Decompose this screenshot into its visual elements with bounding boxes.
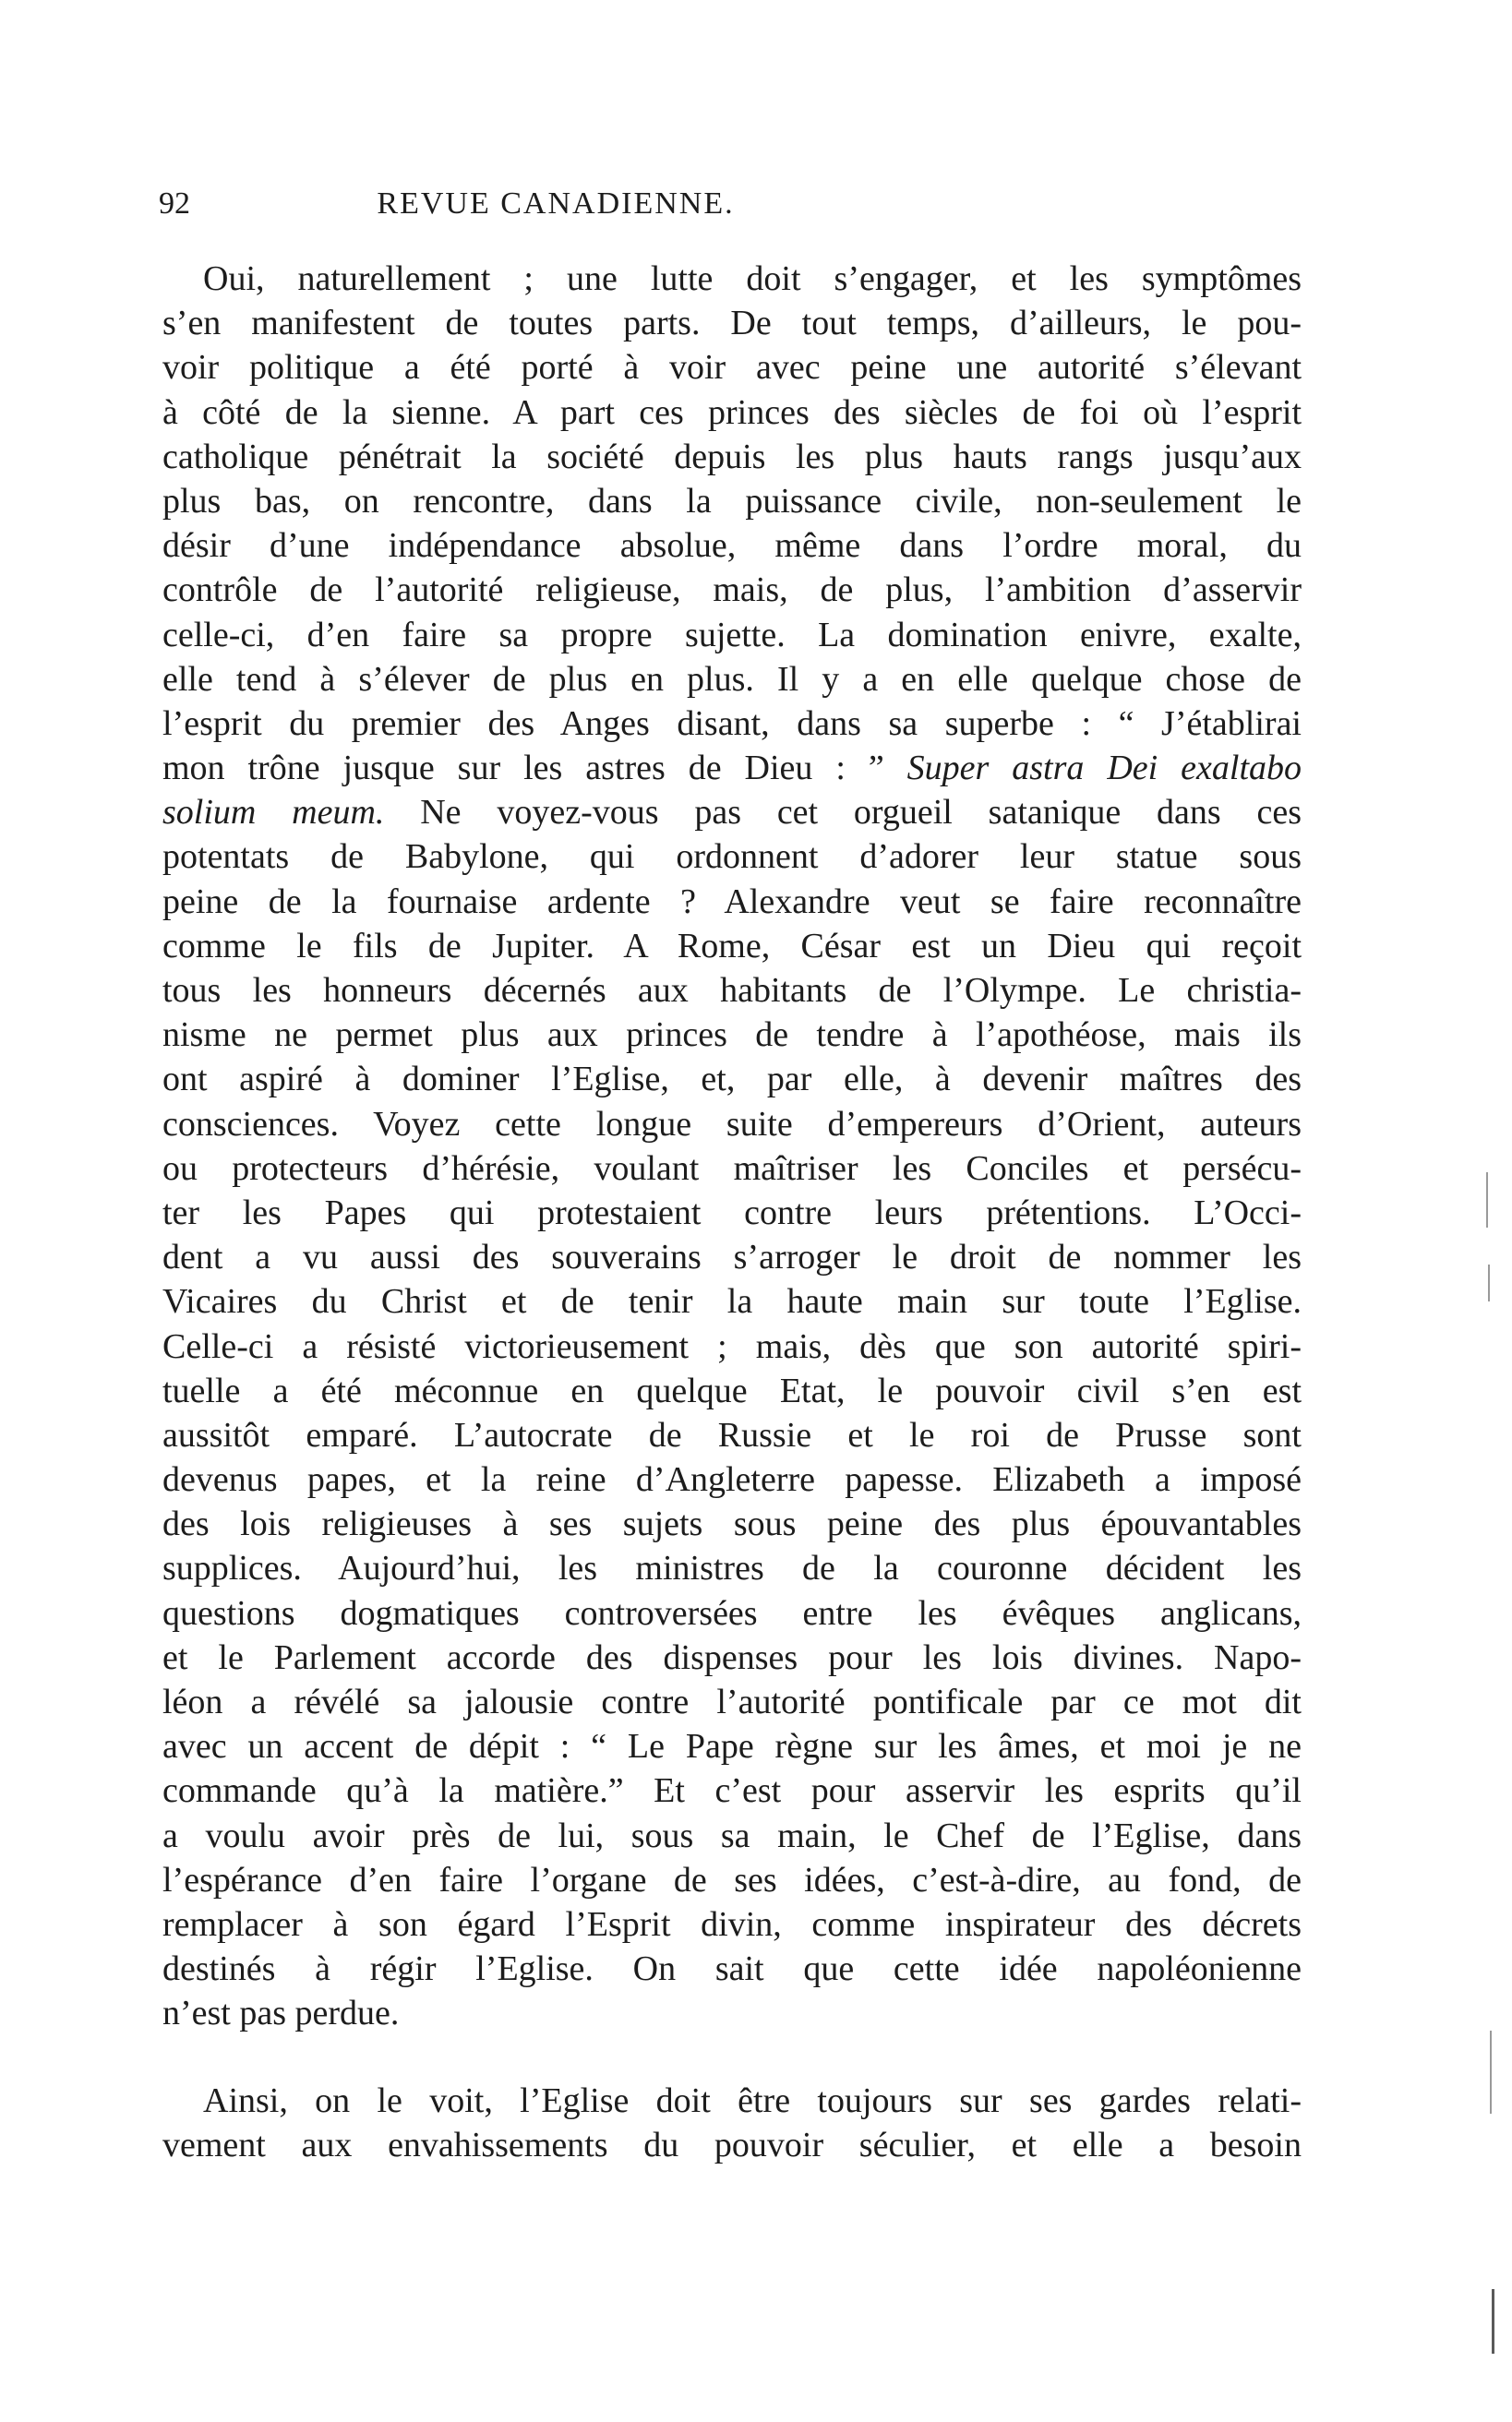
text-line: plus bas, on rencontre, dans la puissance civile, non-seulement le	[162, 481, 1302, 521]
text-line: potentats de Babylone, qui ordonnent d’adorer leur statue sous	[162, 837, 1302, 877]
text-line: a voulu avoir près de lui, sous sa main, le Chef de l’Eglise, dans	[162, 1816, 1302, 1855]
page-number: 92	[159, 186, 190, 221]
latin-quote: solium meum.	[162, 793, 385, 833]
text-line: consciences. Voyez cette longue suite d’empereurs d’Orient, auteurs	[162, 1104, 1302, 1144]
text-line: vement aux envahissements du pouvoir séculier, et elle a besoin	[162, 2125, 1302, 2164]
paragraph-1	[162, 257, 1302, 2036]
text-line: aussitôt emparé. L’autocrate de Russie et le roi de Prusse sont	[162, 1415, 1302, 1455]
text-line: comme le fils de Jupiter. A Rome, César est un Dieu qui reçoit	[162, 926, 1302, 965]
scan-edge-mark	[1492, 2289, 1494, 2354]
text-line: tous les honneurs décernés aux habitants de l’Olympe. Le christia-	[162, 971, 1302, 1010]
text-line: s’en manifestent de toutes parts. De tout temps, d’ailleurs, le pou-	[162, 304, 1302, 343]
text-line: voir politique a été porté à voir avec peine une autorité s’élevant	[162, 348, 1302, 388]
scan-edge-mark	[1490, 2031, 1492, 2114]
text-line: Oui, naturellement ; une lutte doit s’engager, et les symptômes	[203, 259, 1302, 298]
text-run: mon trône jusque sur les astres de Dieu : ”	[162, 749, 884, 788]
text-line: devenus papes, et la reine d’Angleterre papesse. Elizabeth a imposé	[162, 1460, 1302, 1500]
text-line: des lois religieuses à ses sujets sous peine des plus épouvantables	[162, 1505, 1302, 1544]
text-line: Ainsi, on le voit, l’Eglise doit être toujours sur ses gardes relati-	[203, 2080, 1302, 2120]
text-line: désir d’une indépendance absolue, même dans l’ordre moral, du	[162, 526, 1302, 566]
text-line: remplacer à son égard l’Esprit divin, comme inspirateur des décrets	[162, 1904, 1302, 1944]
text-line-mixed	[162, 746, 1302, 790]
text-line: Celle-ci a résisté victorieusement ; mais, dès que son autorité spiri-	[162, 1326, 1302, 1366]
page-header	[159, 181, 953, 227]
text-line: ont aspiré à dominer l’Eglise, et, par elle, à devenir maîtres des	[162, 1060, 1302, 1099]
text-line: contrôle de l’autorité religieuse, mais, de plus, l’ambition d’asservir	[162, 570, 1302, 610]
text-line: nisme ne permet plus aux princes de tendre à l’apothéose, mais ils	[162, 1015, 1302, 1055]
paragraph-gap	[162, 2036, 1302, 2079]
text-line: Vicaires du Christ et de tenir la haute main sur toute l’Eglise.	[162, 1282, 1302, 1322]
scan-edge-mark	[1488, 1265, 1490, 1301]
text-line: celle-ci, d’en faire sa propre sujette. La domination enivre, exalte,	[162, 615, 1302, 654]
latin-quote: Super astra Dei exaltabo	[906, 749, 1302, 788]
text-line: n’est pas perdue.	[162, 1994, 400, 2033]
text-line: questions dogmatiques controversées entre les évêques anglicans,	[162, 1593, 1302, 1633]
text-line: et le Parlement accorde des dispenses pour les lois divines. Napo-	[162, 1637, 1302, 1677]
text-line: peine de la fournaise ardente ? Alexandre veut se faire reconnaître	[162, 881, 1302, 921]
scan-edge-mark	[1486, 1172, 1488, 1228]
text-run: Ne voyez-vous pas cet orgueil satanique dans ces	[384, 793, 1302, 833]
text-line: supplices. Aujourd’hui, les ministres de la couronne décident les	[162, 1549, 1302, 1589]
text-line: à côté de la sienne. A part ces princes des siècles de foi où l’esprit	[162, 392, 1302, 432]
text-line: tuelle a été méconnue en quelque Etat, le pouvoir civil s’en est	[162, 1371, 1302, 1410]
body-text	[162, 257, 1302, 2167]
text-line: dent a vu aussi des souverains s’arroger le droit de nommer les	[162, 1238, 1302, 1277]
text-line: catholique pénétrait la société depuis les plus hauts rangs jusqu’aux	[162, 437, 1302, 476]
text-line: ou protecteurs d’hérésie, voulant maîtriser les Conciles et persécu-	[162, 1148, 1302, 1188]
text-line: destinés à régir l’Eglise. On sait que cette idée napoléonienne	[162, 1949, 1302, 1989]
running-head: REVUE CANADIENNE.	[377, 186, 735, 221]
text-line-mixed	[162, 790, 1302, 834]
paragraph-2	[162, 2079, 1302, 2167]
text-line: elle tend à s’élever de plus en plus. Il y a en elle quelque chose de	[162, 659, 1302, 699]
text-line: ter les Papes qui protestaient contre leurs prétentions. L’Occi-	[162, 1193, 1302, 1232]
text-line: l’esprit du premier des Anges disant, dans sa superbe : “ J’établirai	[162, 703, 1302, 743]
text-line: l’espérance d’en faire l’organe de ses idées, c’est-à-dire, au fond, de	[162, 1860, 1302, 1900]
text-line: léon a révélé sa jalousie contre l’autorité pontificale par ce mot dit	[162, 1683, 1302, 1721]
text-line: commande qu’à la matière.” Et c’est pour asservir les esprits qu’il	[162, 1771, 1302, 1811]
text-line: avec un accent de dépit : “ Le Pape règne sur les âmes, et moi je ne	[162, 1727, 1302, 1767]
